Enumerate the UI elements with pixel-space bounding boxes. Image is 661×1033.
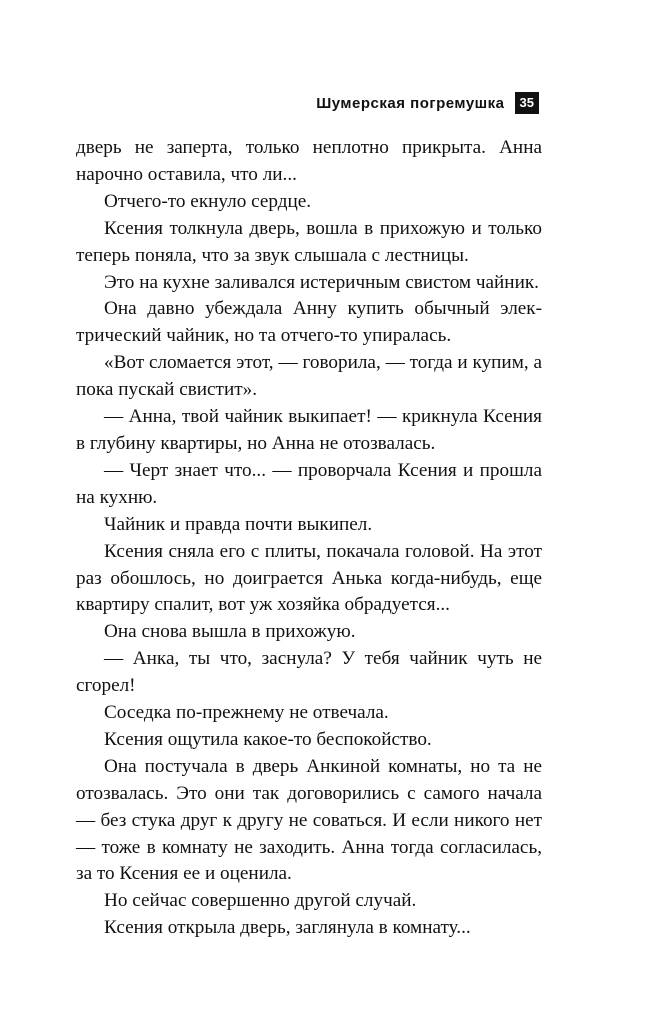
paragraph: — Анка, ты что, заснула? У тебя чайник чуть не сгорел! xyxy=(76,648,542,697)
paragraph: Ксения ощутила какое-то беспокойство. xyxy=(104,728,432,750)
paragraph: — Черт знает что... — проворчала Ксения и прошла на кухню. xyxy=(76,459,542,508)
paragraph: Ксения сняла его с плиты, покачала головой. На этот раз обошлось, но доиграется Анька когда-нибудь, еще квартиру спалит, вот уж хозяйка обрадуется... xyxy=(76,540,542,616)
paragraph: Отчего-то екнуло сердце. xyxy=(104,190,312,212)
paragraph: Ксения открыла дверь, заглянула в комнату... xyxy=(104,917,471,939)
paragraph: Чайник и правда почти выкипел. xyxy=(104,513,373,535)
paragraph: Соседка по-прежнему не отвечала. xyxy=(104,702,389,724)
running-title: Шумерская погремушка xyxy=(316,94,505,112)
text-body xyxy=(76,135,542,942)
paragraph: Но сейчас совершенно другой случай. xyxy=(104,890,417,912)
paragraph: Это на кухне заливался истеричным свистом чайник. xyxy=(104,271,539,293)
paragraph: Она давно убеждала Анну купить обычный электрический чайник, но та отчего-то упиралась. xyxy=(76,298,542,347)
paragraph: Она постучала в дверь Анкиной комнаты, но та не отозвалась. Это они так договорились с самого начала — без стука друг к другу не соваться. И если никого нет — тоже в комнату не заходить. Анна тогда согласилась, за то Ксения ее и оценила. xyxy=(76,755,542,885)
paragraph: Она снова вышла в прихожую. xyxy=(104,621,356,643)
paragraph: дверь не заперта, только неплотно прикрыта. Анна нарочно оставила, что ли... xyxy=(76,137,542,185)
paragraph: «Вот сломается этот, — говорила, — тогда и купим, а пока пускай свистит». xyxy=(76,352,542,401)
paragraph: — Анна, твой чайник выкипает! — крикнула Ксения в глубину квартиры, но Анна не отозвалась. xyxy=(76,406,542,454)
page-number: 35 xyxy=(515,92,539,114)
running-head xyxy=(316,92,539,114)
paragraph: Ксения толкнула дверь, вошла в прихожую и только теперь поняла, что за звук слышала с лестницы. xyxy=(76,217,542,266)
